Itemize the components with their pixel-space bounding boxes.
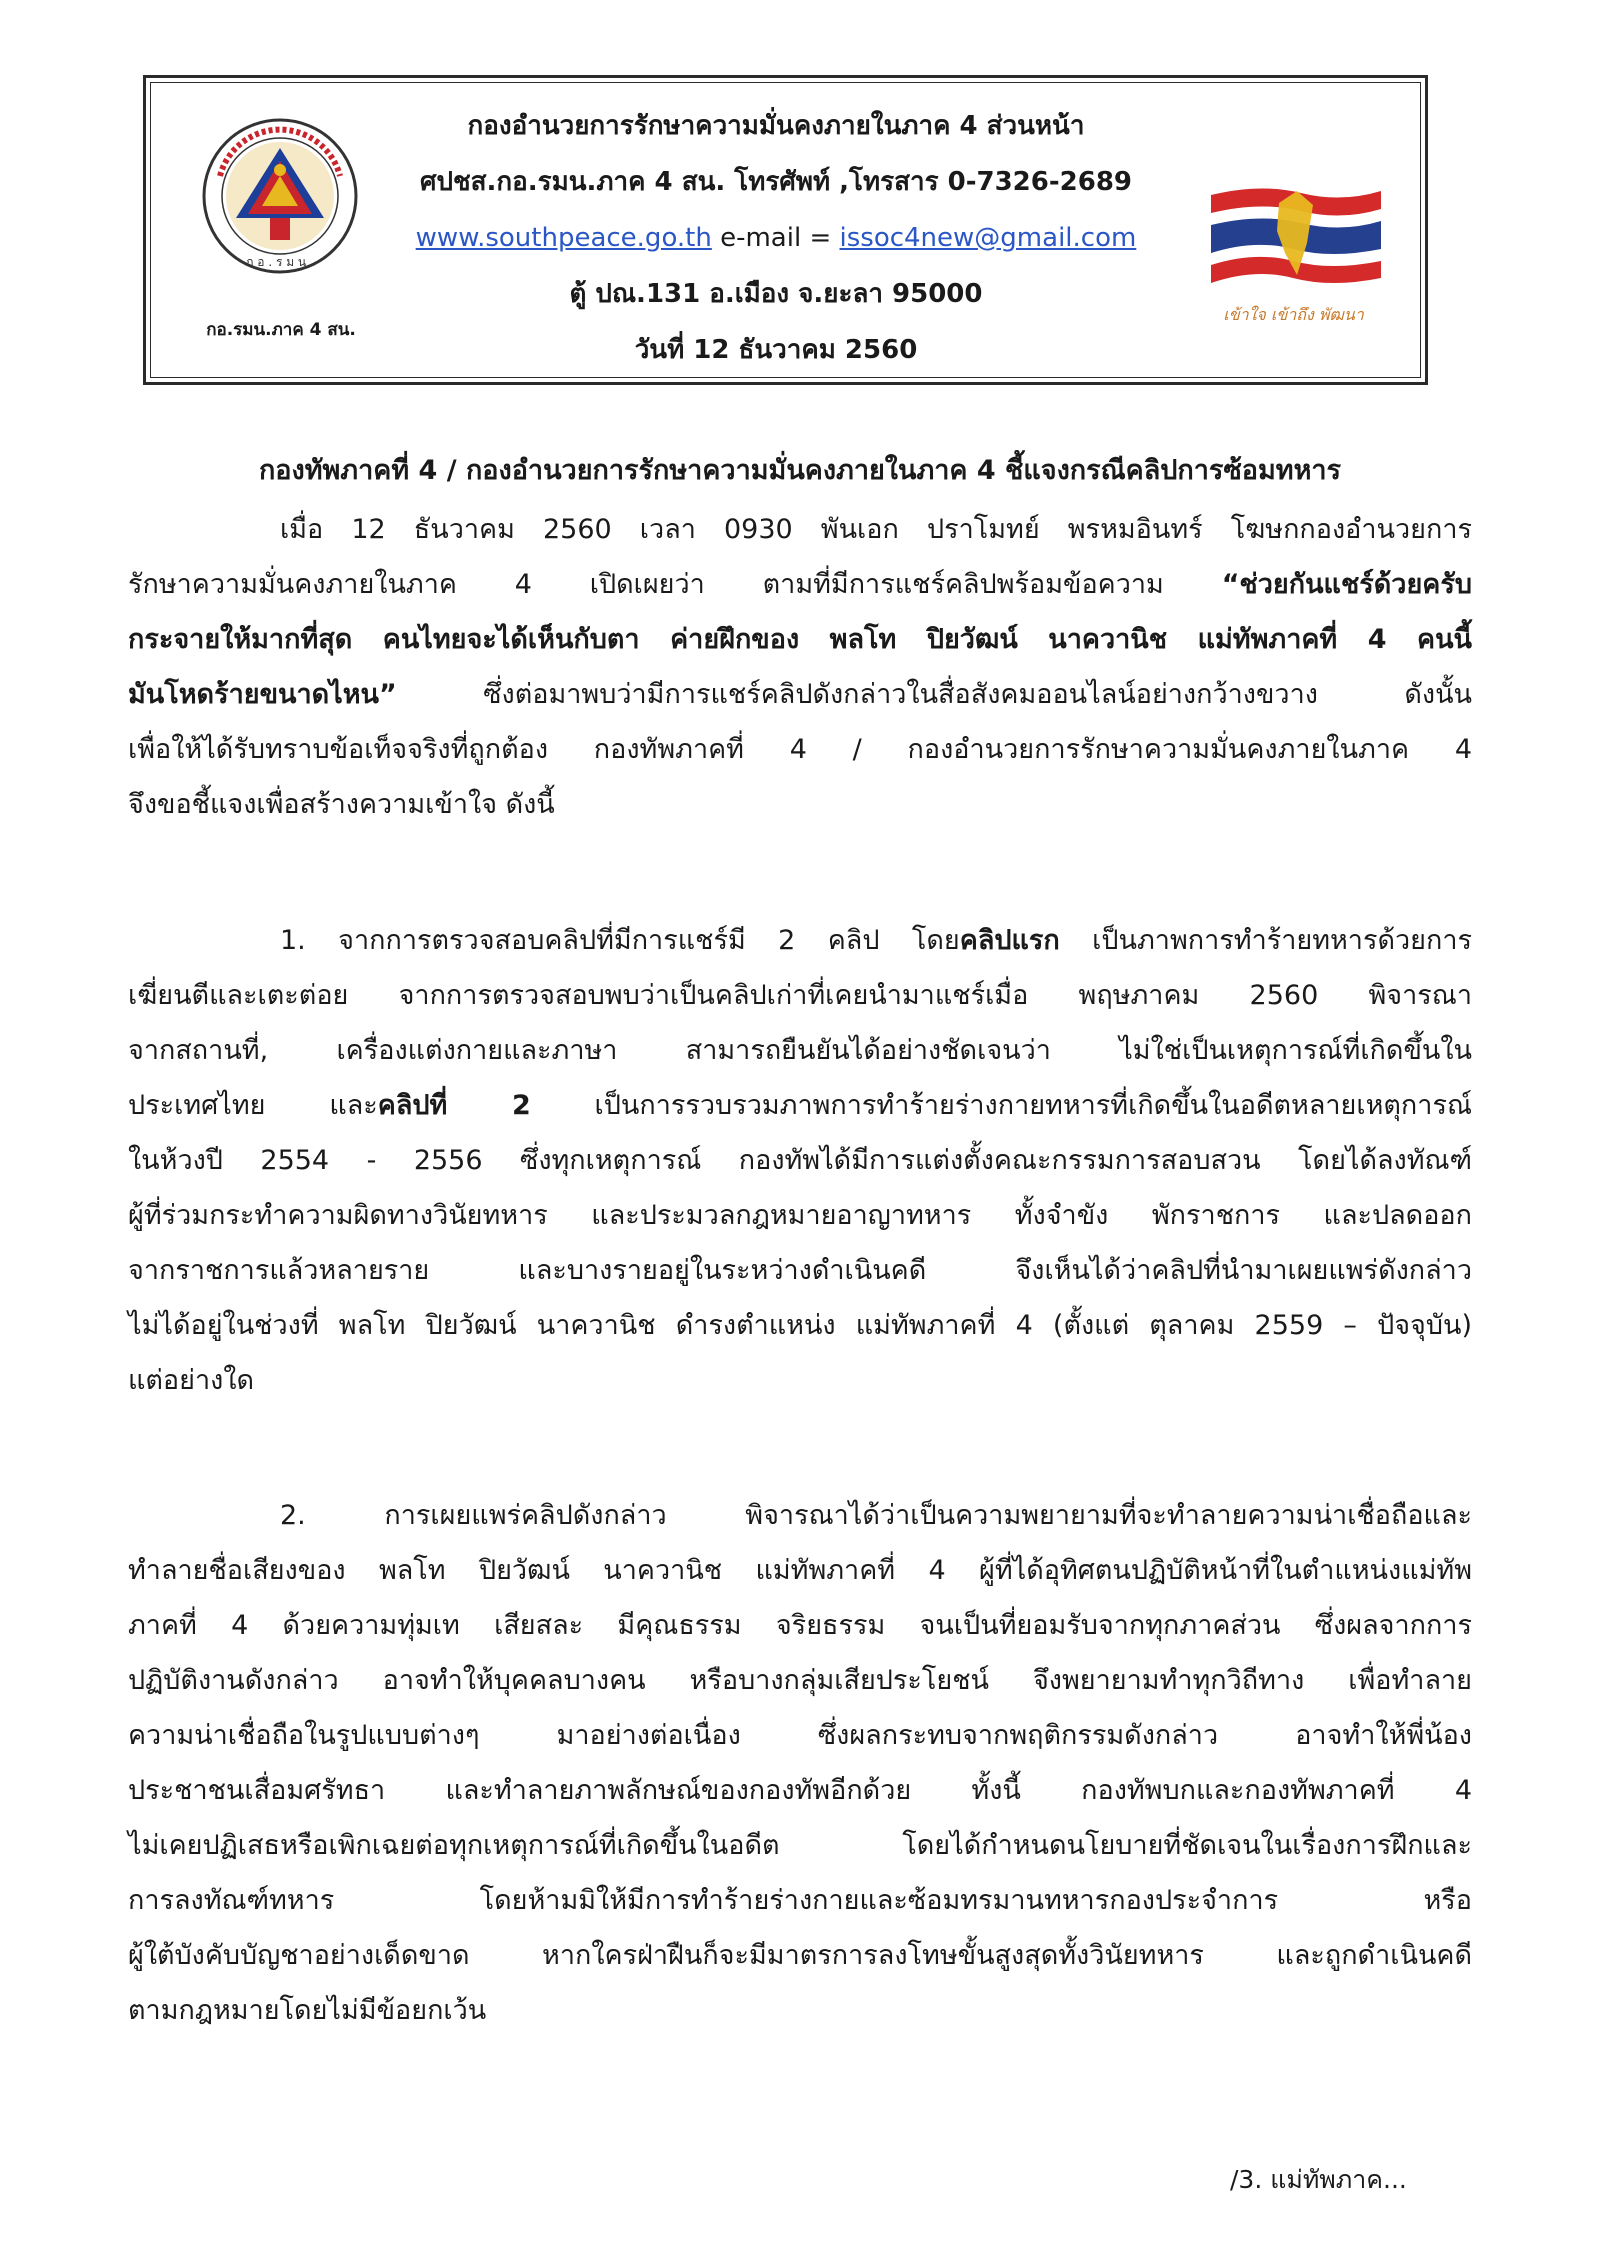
text-line: ไม่เคยปฏิเสธหรือเพิกเฉยต่อทุกเหตุการณ์ที่เกิดขึ้นในอดีต โดยได้กำหนดนโยบายที่ชัดเจนในเรื่องการฝึกและ [128,1830,1472,1861]
svg-text:ก อ . ร ม น .: ก อ . ร ม น . [246,255,314,269]
quoted-message: “ช่วยกันแชร์ด้วยครับ [1221,569,1472,600]
text-line: ทำลายชื่อเสียงของ พลโท ปิยวัฒน์ นาควานิช แม่ทัพภาคที่ 4 ผู้ที่ได้อุทิศตนปฏิบัติหน้าที่ในตำแหน่งแม่ทัพ [128,1555,1472,1586]
quoted-message: มันโหดร้ายขนาดไหน” [128,679,397,710]
text-line: จึงขอชี้แจงเพื่อสร้างความเข้าใจ ดังนี้ [128,789,555,820]
highlight-second-clip: คลิปที่ 2 [377,1090,531,1121]
text-run: ซึ่งต่อมาพบว่ามีการแชร์คลิปดังกล่าวในสื่อสังคมออนไลน์อย่างกว้างขวาง ดังนั้น [396,679,1472,710]
text-line: ผู้ใต้บังคับบัญชาอย่างเด็ดขาด หากใครฝ่าฝืนก็จะมีมาตรการลงโทษขั้นสูงสุดทั้งวินัยทหาร และถูกดำเนินคดี [128,1940,1472,1971]
contact-phone: ศปชส.กอ.รมน.ภาค 4 สน. โทรศัพท์ ,โทรสาร 0-7326-2689 [419,167,1133,197]
text-line: ในห้วงปี 2554 - 2556 ซึ่งทุกเหตุการณ์ กองทัพได้มีการแต่งตั้งคณะกรรมการสอบสวน โดยได้ลงทัณฑ์ [128,1145,1472,1176]
contact-web-row [396,210,1156,266]
quoted-message-line: กระจายให้มากที่สุด คนไทยจะได้เห็นกับตา ค่ายฝึกของ พลโท ปิยวัฒน์ นาควานิช แม่ทัพภาคที่ 4 คนนี้ [128,624,1472,655]
text-line [128,913,1472,968]
text-line: ผู้ที่ร่วมกระทำความผิดทางวินัยทหาร และประมวลกฎหมายอาญาทหาร ทั้งจำขัง พักราชการ และปลดออก [128,1200,1472,1231]
website-link[interactable]: www.southpeace.go.th [415,223,712,253]
text-line [128,667,1472,722]
text-line: ไม่ได้อยู่ในช่วงที่ พลโท ปิยวัฒน์ นาควานิช ดำรงตำแหน่ง แม่ทัพภาคที่ 4 (ตั้งแต่ ตุลาคม 2559 – ปัจจุบัน) [128,1310,1472,1341]
text-line: เฆี่ยนตีและเตะต่อย จากการตรวจสอบพบว่าเป็นคลิปเก่าที่เคยนำมาแชร์เมื่อ พฤษภาคม 2560 พิจารณา [128,980,1472,1011]
point-1-paragraph [128,913,1472,1408]
text-run: รักษาความมั่นคงภายในภาค 4 เปิดเผยว่า ตามที่มีการแชร์คลิปพร้อมข้อความ [128,569,1164,600]
postal-address: ตู้ ปณ.131 อ.เมือง จ.ยะลา 95000 [569,279,983,309]
text-run: เป็นการรวบรวมภาพการทำร้ายร่างกายทหารที่เกิดขึ้นในอดีตหลายเหตุการณ์ [530,1090,1472,1121]
text-line: การลงทัณฑ์ทหาร โดยห้ามมิให้มีการทำร้ายร่างกายและซ้อมทรมานทหารกองประจำการ หรือ [128,1885,1472,1916]
org-name: กองอำนวยการรักษาความมั่นคงภายในภาค 4 ส่วนหน้า [467,111,1085,141]
point-2-paragraph [128,1488,1472,2038]
text-line: เพื่อให้ได้รับทราบข้อเท็จจริงที่ถูกต้อง กองทัพภาคที่ 4 / กองอำนวยการรักษาความมั่นคงภายในภาค 4 [128,734,1472,765]
text-line: แต่อย่างใด [128,1365,255,1396]
thai-flag-icon [1201,183,1386,303]
page-continuation-note: /3. แม่ทัพภาค... [1230,2165,1407,2194]
highlight-first-clip: คลิปแรก [959,925,1060,956]
letterhead-box [143,75,1428,385]
email-label: e-mail = [720,223,832,253]
text-line: จากราชการแล้วหลายราย และบางรายอยู่ในระหว่างดำเนินคดี จึงเห็นได้ว่าคลิปที่นำมาเผยแพร่ดังกล่าว [128,1255,1472,1286]
isoc-emblem-icon [200,106,360,311]
text-line: จากสถานที่, เครื่องแต่งกายและภาษา สามารถยืนยันได้อย่างชัดเจนว่า ไม่ใช่เป็นเหตุการณ์ที่เกิดขึ้นใน [128,1035,1472,1066]
document-date: วันที่ 12 ธันวาคม 2560 [634,335,918,365]
text-line [128,557,1472,612]
text-line: ปฏิบัติงานดังกล่าว อาจทำให้บุคคลบางคน หรือบางกลุ่มเสียประโยชน์ จึงพยายามทำทุกวิถีทาง เพื่อทำลาย [128,1665,1472,1696]
emblem-caption: กอ.รมน.ภาค 4 สน. [206,320,356,340]
text-line: 2. การเผยแพร่คลิปดังกล่าว พิจารณาได้ว่าเป็นความพยายามที่จะทำลายความน่าเชื่อถือและ [280,1500,1472,1531]
thai-flag-logo [1201,183,1386,353]
text-run: เป็นภาพการทำร้ายทหารด้วยการ [1059,925,1472,956]
flag-slogan: เข้าใจ เข้าถึง พัฒนา [1223,305,1364,324]
text-line: เมื่อ 12 ธันวาคม 2560 เวลา 0930 พันเอก ปราโมทย์ พรหมอินทร์ โฆษกกองอำนวยการ [280,514,1472,545]
text-line [128,1078,1472,1133]
text-run: ประเทศไทย และ [128,1090,378,1121]
text-line: ตามกฎหมายโดยไม่มีข้อยกเว้น [128,1995,487,2026]
text-line: ภาคที่ 4 ด้วยความทุ่มเท เสียสละ มีคุณธรรม จริยธรรม จนเป็นที่ยอมรับจากทุกภาคส่วน ซึ่งผลจากการ [128,1610,1472,1641]
document-title: กองทัพภาคที่ 4 / กองอำนวยการรักษาความมั่นคงภายในภาค 4 ชี้แจงกรณีคลิปการซ้อมทหาร [258,455,1342,486]
text-line: ประชาชนเสื่อมศรัทธา และทำลายภาพลักษณ์ของกองทัพอีกด้วย ทั้งนี้ กองทัพบกและกองทัพภาคที่ 4 [128,1775,1472,1806]
text-line: ความน่าเชื่อถือในรูปแบบต่างๆ มาอย่างต่อเนื่อง ซึ่งผลกระทบจากพฤติกรรมดังกล่าว อาจทำให้พี่น้อง [128,1720,1472,1751]
text-run: 1. จากการตรวจสอบคลิปที่มีการแชร์มี 2 คลิป โดย [280,925,960,956]
intro-paragraph [128,502,1472,832]
letterhead-text [396,98,1156,378]
agency-emblem [186,106,376,366]
email-link[interactable]: issoc4new@gmail.com [839,223,1137,253]
